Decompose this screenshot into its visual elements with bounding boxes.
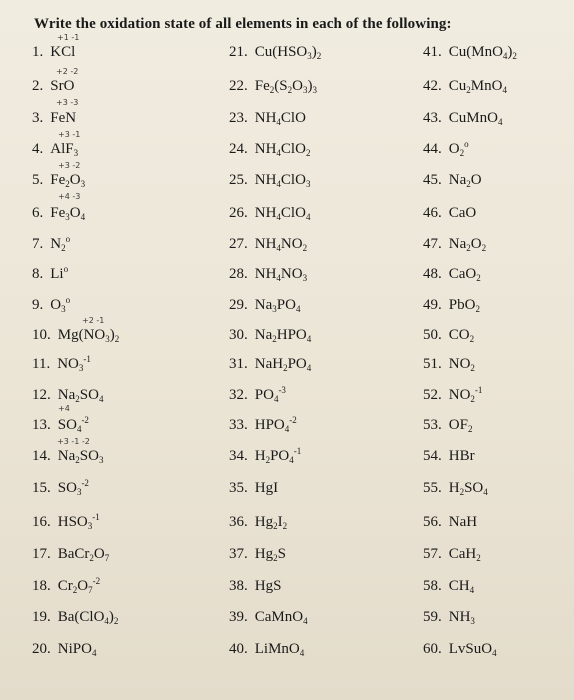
question-item [32,266,68,282]
chemical-formula: Li$^o$ [50,264,69,282]
question-item [32,78,74,94]
chemical-formula: $NO_2^{-1}$ [448,385,483,404]
question-item [32,110,76,126]
item-number: 53. [423,417,442,433]
item-number: 46. [423,205,442,221]
question-item [32,205,85,221]
chemical-formula: $O_2^o$ [448,139,469,158]
chemical-formula: $NH_4NO_3$ [254,266,308,283]
question-item [423,44,517,60]
question-item [32,609,118,625]
chemical-formula: $Na_2HPO_4$ [254,327,312,344]
chemical-formula: NaH [448,514,478,530]
chemical-formula: LiMnO$_4$ [254,641,305,658]
chemical-formula: $BaCr_2O_7$ [57,546,110,563]
item-number: 36. [229,514,248,530]
item-number: 12. [32,387,51,403]
chemical-formula: $OF_2$ [448,417,473,434]
item-number: 33. [229,417,248,433]
item-number: 16. [32,514,51,530]
chemical-formula: $Fe_2(S_2O_3)_3$ [254,78,317,95]
item-number: 3. [32,110,44,126]
item-number: 22. [229,78,248,94]
item-number: 51. [423,356,442,372]
pencil-annotation: +3 -3 [56,98,79,107]
chemical-formula: $NH_4ClO$ [254,110,306,127]
chemical-formula: CaH$_2$ [448,546,481,563]
chemical-formula: $Na_2O$ [448,172,482,189]
chemical-formula: $N_2^o$ [50,234,71,253]
chemical-formula: $SO_4^{-2}$ [57,415,89,434]
chemical-formula: CuMnO$_4$ [448,110,503,127]
question-item [32,44,75,60]
chemical-formula: $PO_4^{-3}$ [254,385,286,404]
pencil-annotation: +2 -2 [56,67,79,76]
item-number: 38. [229,578,248,594]
pencil-annotation: +3 -1 -2 [57,437,90,446]
question-item [32,356,91,372]
chemical-formula: $Cu(HSO_3)_2$ [254,44,322,61]
question-item [229,448,301,464]
chemical-formula: SrO [50,78,75,94]
question-item [32,546,109,562]
chemical-formula: $Cr_2O_7^{-2}$ [57,576,101,595]
question-item [32,480,89,496]
pencil-annotation: +2 -1 [82,316,105,325]
chemical-formula: PbO$_2$ [448,297,480,314]
item-number: 25. [229,172,248,188]
item-number: 17. [32,546,51,562]
item-number: 55. [423,480,442,496]
question-item [423,387,482,403]
chemical-formula: $HSO_3^{-1}$ [57,512,100,531]
chemical-formula: CaO [448,205,477,221]
question-item [423,480,488,496]
item-number: 32. [229,387,248,403]
chemical-formula: $Na_2SO_4$ [57,387,104,404]
question-item [32,236,70,252]
question-item [423,205,476,221]
pencil-annotation: +3 -2 [58,161,81,170]
chemical-formula: $H_2PO_4^{-1}$ [254,446,302,465]
chemical-formula: $SO_3^{-2}$ [57,478,89,497]
item-number: 47. [423,236,442,252]
question-item [229,578,281,594]
chemical-formula: HgS [254,578,282,594]
question-item [32,327,119,343]
question-item [32,297,70,313]
item-number: 52. [423,387,442,403]
chemical-formula: CaMnO$_4$ [254,609,308,626]
chemical-formula: AlF$_3$ [50,141,79,158]
question-item [423,297,480,313]
question-item [229,172,310,188]
item-number: 27. [229,236,248,252]
item-number: 11. [32,356,51,372]
question-item [423,641,497,657]
question-item [423,236,486,252]
question-item [32,141,78,157]
question-item [32,172,85,188]
item-number: 7. [32,236,44,252]
chemical-formula: $NH_3$ [448,609,475,626]
chemical-formula: KCl [50,44,76,60]
question-item [423,172,482,188]
chemical-formula: $Na_2SO_3$ [57,448,104,465]
chemical-formula: $NO_3^{-1}$ [57,354,91,373]
item-number: 14. [32,448,51,464]
item-number: 45. [423,172,442,188]
chemical-formula: $NH_4ClO_2$ [254,141,311,158]
chemical-formula: $Na_2O_2$ [448,236,487,253]
chemical-formula: HBr [448,448,475,464]
item-number: 6. [32,205,44,221]
item-number: 49. [423,297,442,313]
question-item [32,417,89,433]
chemical-formula: $Na_3PO_4$ [254,297,301,314]
question-item [423,141,469,157]
chemical-formula: $Mg(NO_3)_2$ [57,327,120,344]
chemical-formula: NiPO$_4$ [57,641,97,658]
question-item [423,578,474,594]
chemical-formula: HgI [254,480,279,496]
item-number: 48. [423,266,442,282]
chemical-formula: $Fe_2O_3$ [50,172,86,189]
chemical-formula: $NH_4ClO_3$ [254,172,311,189]
item-number: 54. [423,448,442,464]
question-item [229,609,308,625]
question-item [423,609,475,625]
question-item [423,78,507,94]
item-number: 50. [423,327,442,343]
item-number: 21. [229,44,248,60]
item-number: 42. [423,78,442,94]
question-item [423,546,481,562]
item-number: 23. [229,110,248,126]
chemical-formula: $Fe_3O_4$ [50,205,86,222]
chemical-formula: $Cu(MnO_4)_2$ [448,44,517,61]
question-item [32,578,100,594]
question-item [32,448,103,464]
item-number: 40. [229,641,248,657]
chemical-formula: $NH_4NO_2$ [254,236,308,253]
item-number: 59. [423,609,442,625]
chemical-formula: $NH_4ClO_4$ [254,205,311,222]
chemical-formula: $NO_2$ [448,356,475,373]
item-number: 2. [32,78,44,94]
item-number: 19. [32,609,51,625]
question-item [229,110,306,126]
pencil-annotation: +4 [58,404,70,413]
chemical-formula: $O_3^o$ [50,295,71,314]
chemical-formula: $NaH_2PO_4$ [254,356,312,373]
item-number: 34. [229,448,248,464]
item-number: 60. [423,641,442,657]
item-number: 56. [423,514,442,530]
chemical-formula: $CH_4$ [448,578,475,595]
item-number: 44. [423,141,442,157]
chemical-formula: $CO_2$ [448,327,475,344]
question-item [423,356,475,372]
item-number: 13. [32,417,51,433]
item-number: 4. [32,141,44,157]
chemical-formula: FeN [50,110,77,126]
question-item [423,417,472,433]
chemical-formula: LvSuO$_4$ [448,641,497,658]
chemical-formula: $Ba(ClO_4)_2$ [57,609,119,626]
item-number: 29. [229,297,248,313]
chemical-formula: CaO$_2$ [448,266,481,283]
question-item [229,266,307,282]
item-number: 20. [32,641,51,657]
question-item [423,266,481,282]
question-item [229,387,286,403]
item-number: 15. [32,480,51,496]
question-item [32,514,100,530]
pencil-annotation: +4 -3 [58,192,81,201]
question-item [229,327,311,343]
item-number: 37. [229,546,248,562]
item-number: 58. [423,578,442,594]
question-item [423,110,502,126]
item-number: 57. [423,546,442,562]
chemical-formula: $H_2SO_4$ [448,480,488,497]
item-number: 30. [229,327,248,343]
chemical-formula: $Cu_2MnO_4$ [448,78,507,95]
question-item [229,78,317,94]
item-number: 1. [32,44,44,60]
pencil-annotation: +1 -1 [57,33,80,42]
question-item [229,641,304,657]
question-item [229,236,307,252]
item-number: 41. [423,44,442,60]
worksheet-title: Write the oxidation state of all elements in each of the following: [34,16,452,32]
question-item [229,297,300,313]
item-number: 18. [32,578,51,594]
chemical-formula: $Hg_2S$ [254,546,286,563]
item-number: 8. [32,266,44,282]
question-item [229,205,310,221]
question-item [229,480,278,496]
chemical-formula: $HPO_4^{-2}$ [254,415,297,434]
item-number: 28. [229,266,248,282]
chemical-formula: $Hg_2I_2$ [254,514,288,531]
item-number: 10. [32,327,51,343]
question-item [423,448,475,464]
question-item [229,141,310,157]
item-number: 5. [32,172,44,188]
item-number: 24. [229,141,248,157]
question-item [229,44,321,60]
item-number: 43. [423,110,442,126]
item-number: 39. [229,609,248,625]
pencil-annotation: +3 -1 [58,130,81,139]
item-number: 9. [32,297,44,313]
question-item [229,546,286,562]
question-item [229,514,287,530]
question-item [229,356,311,372]
item-number: 26. [229,205,248,221]
item-number: 31. [229,356,248,372]
question-item [423,327,474,343]
question-item [229,417,297,433]
question-item [32,641,96,657]
item-number: 35. [229,480,248,496]
question-item [423,514,477,530]
question-item [32,387,103,403]
